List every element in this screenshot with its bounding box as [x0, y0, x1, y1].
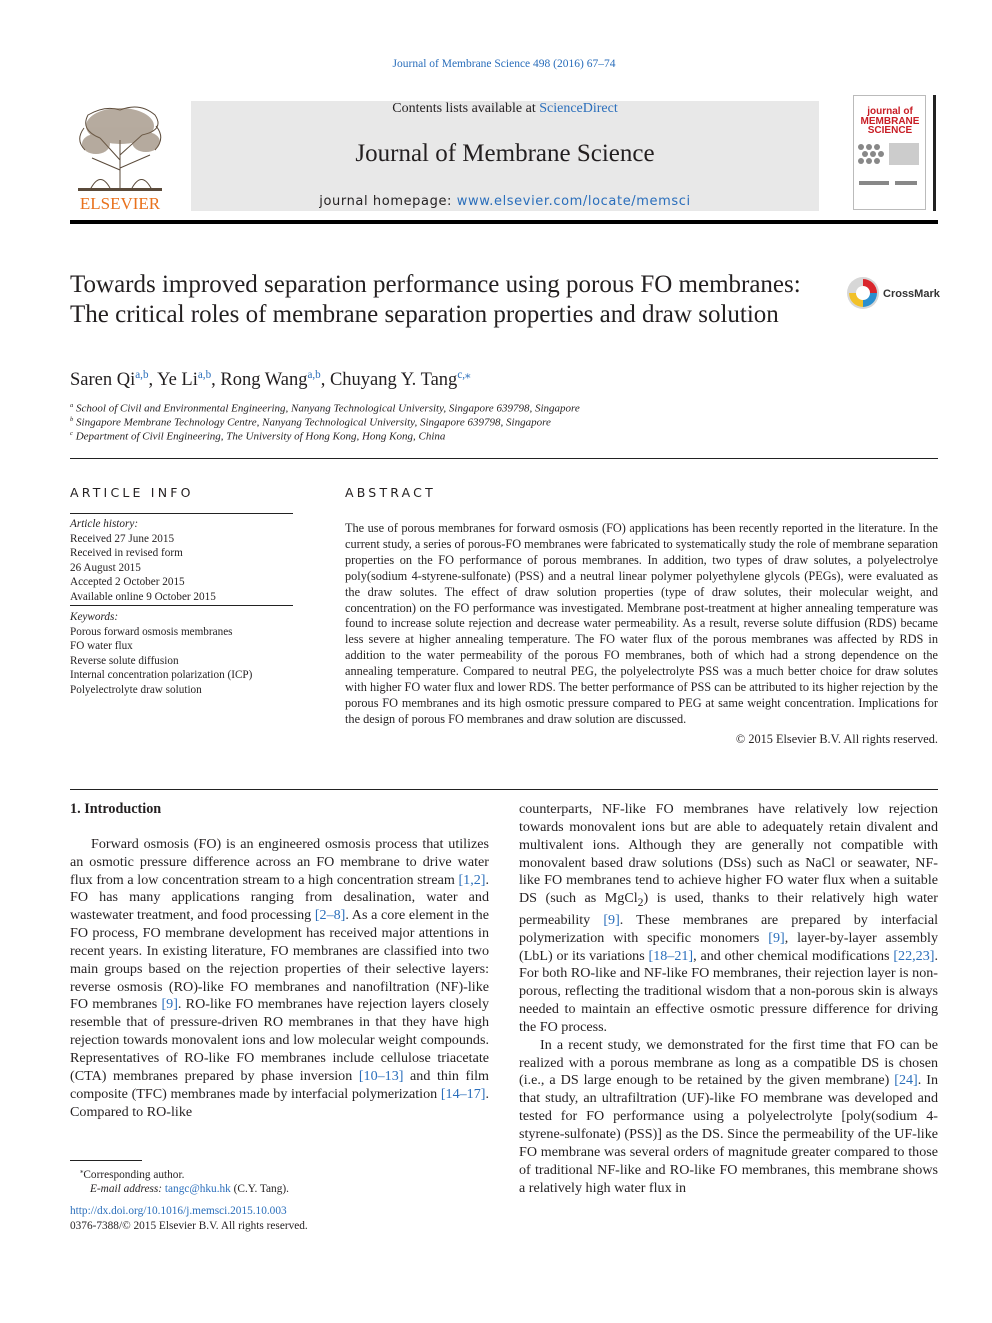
journal-citation[interactable]: Journal of Membrane Science 498 (2016) 67–74 — [392, 58, 616, 70]
citation-link[interactable]: [9] — [768, 929, 785, 946]
email-link[interactable]: tangc@hku.hk — [164, 1183, 231, 1196]
author-affiliation-mark[interactable]: a,b — [197, 369, 212, 381]
author-affiliation-mark[interactable]: c,⁎ — [457, 369, 471, 381]
homepage-link[interactable]: www.elsevier.com/locate/memsci — [456, 194, 691, 209]
author-list — [70, 368, 471, 391]
author-separator: , — [148, 370, 158, 391]
keywords-label: Keywords: — [70, 611, 119, 623]
contents-line — [191, 101, 819, 117]
affiliation — [70, 416, 551, 429]
affiliation — [70, 402, 580, 415]
citation-link[interactable]: [2–8] — [314, 907, 346, 924]
contents-prefix: Contents lists available at — [392, 101, 540, 116]
divider — [70, 513, 293, 514]
citation-link[interactable]: [9] — [161, 996, 178, 1013]
section-heading: 1. Introduction — [70, 801, 162, 817]
author-separator: , — [211, 370, 221, 391]
citation-link[interactable]: [9] — [603, 911, 620, 928]
footnotes — [70, 1160, 490, 1233]
journal-title: Journal of Membrane Science — [355, 140, 655, 167]
sciencedirect-link[interactable]: ScienceDirect — [539, 101, 618, 116]
intro-paragraph: Forward osmosis (FO) is an engineered osmosis process that utilizes an osmotic pressure difference across an FO membrane to drive water flux from a low concentration stream to a high concentration stream [1,2]. FO has many applications ranging from desalination, water and wastewater treatment, and food processing [2–8]. As a core element in the FO process, FO membrane development has received major attentions in recent years. In existing literature, FO membranes are classified into two main groups based on the rejection properties of their selective layers: reverse osmosis (RO)-like FO membranes and nanofiltration (NF)-like FO membranes [9]. RO-like FO membranes have rejection layers closely resemble that of pressure-driven RO membranes in that they have high rejection towards monovalent ions and low molecular weight compounds. Representatives of RO-like FO membranes include cellulose triacetate (CTA) membranes prepared by phase inversion [10–13] and thin film composite (TFC) membranes made by interfacial polymerization [14–17]. Compared to RO-like — [70, 835, 489, 1120]
abstract — [345, 485, 938, 747]
citation-link[interactable]: [22,23] — [893, 947, 935, 964]
history-item: 26 August 2015 — [70, 561, 141, 574]
author-affiliation-mark[interactable]: a,b — [307, 369, 321, 381]
abstract-text: The use of porous membranes for forward osmosis (FO) applications has been recently reported in the literature. In the current study, a series of porous-FO membranes were fabricated to systematically study the role of membrane separation properties on the FO performance of porous membranes. In addition, two types of draw solutes, a polyelectrolye poly(sodium 4-styrene-sulfonate) (PSS) and a neutral linear polymer polyethylene glycols (PEGs), were evaluated as the draw solutes. The effect of draw solution properties (type of draw solutes, their molecular weight, and concentration) on the FO performance was investigated. Membrane post-treatment at higher annealing temperature was found to increase solute rejection and decrease water permeability. As a result, reverse solute diffusion (RDS) became less severe at higher annealing temperature. The FO water flux of the porous membranes was affected by RDS in addition to the water permeability of the porous FO membranes, both of which had a strong dependence on the annealing temperature. Compared to neutral PEG, the polyelectrolyte PSS was a much better choice for draw solutes with higher FO water flux and lower RDS. The better performance of PSS can be attributed to its higher rejection by the porous FO membranes and its high osmotic pressure compared to PEG at same weight concentration. Implications for the design of porous FO membranes and draw solution are discussed. — [345, 521, 939, 726]
article-history — [70, 517, 293, 604]
citation-link[interactable]: [14–17] — [440, 1085, 486, 1102]
author-name[interactable]: Saren Qi — [70, 370, 136, 391]
issn-line: 0376-7388/© 2015 Elsevier B.V. All rights reserved. — [70, 1219, 308, 1232]
affiliation-text: Department of Civil Engineering, The University of Hong Kong, Hong Kong, China — [75, 430, 446, 443]
affiliation-mark: a — [70, 402, 74, 409]
history-item: Accepted 2 October 2015 — [70, 576, 185, 588]
author-name[interactable]: Ye Li — [157, 370, 198, 391]
subscript: 2 — [637, 896, 644, 910]
keyword: FO water flux — [70, 640, 133, 652]
divider — [70, 458, 938, 459]
corresponding-author-note: ⁎Corresponding author. — [80, 1168, 185, 1181]
author-separator: , — [320, 370, 330, 391]
affiliation-text: Singapore Membrane Technology Centre, Nanyang Technological University, Singapore 639798, Singapore — [76, 416, 551, 429]
article-info — [70, 485, 293, 697]
affiliation-mark: b — [70, 416, 74, 423]
keyword: Porous forward osmosis membranes — [70, 625, 233, 638]
body-column-left — [70, 801, 489, 1121]
keywords — [70, 610, 293, 697]
history-item: Available online 9 October 2015 — [70, 590, 216, 603]
divider — [70, 605, 293, 606]
abstract-heading: ABSTRACT — [345, 485, 436, 500]
journal-masthead — [191, 101, 819, 211]
affiliation-mark: c — [70, 430, 73, 437]
homepage-line — [191, 194, 819, 209]
history-label: Article history: — [70, 518, 139, 530]
citation-link[interactable]: [1,2] — [458, 871, 486, 888]
article-title: Towards improved separation performance using porous FO membranes: The critical roles of membrane separation properties and draw solution — [70, 271, 801, 328]
citation-link[interactable]: [24] — [894, 1072, 918, 1089]
cover-journal-title: journal of MEMBRANE SCIENCE — [860, 106, 920, 136]
body-column-right — [519, 801, 938, 1197]
svg-text:ELSEVIER: ELSEVIER — [79, 194, 161, 212]
abstract-copyright: © 2015 Elsevier B.V. All rights reserved. — [735, 731, 938, 746]
author-name[interactable]: Chuyang Y. Tang — [329, 370, 458, 391]
history-item: Received in revised form — [70, 547, 183, 559]
keyword: Reverse solute diffusion — [70, 654, 179, 667]
keyword: Polyelectrolyte draw solution — [70, 683, 202, 696]
header-rule — [70, 220, 938, 224]
intro-paragraph: counterparts, NF-like FO membranes have relatively low rejection towards monovalent ions but are able to adequately retain divalent and multivalent ions. Although they are generally not compatible with monovalent based draw solutions (DSs) such as NaCl or seawater, NF-like FO membranes tend to achieve higher FO water flux when a suitable DS (such as MgCl$_2$) is used, thanks to their relatively high water permeability [9]. These membranes are prepared by interfacial polymerization with specific monomers [9], layer-by-layer assembly (LbL) or its variations [18–21], and other chemical modifications [22,23]. For both RO-like and NF-like FO membranes, their rejection layer is non-porous, reflecting the traditional wisdom that a non-porous skin is always needed to maintain an effective osmotic pressure difference for driving the FO process. — [519, 801, 939, 1035]
article-info-heading: ARTICLE INFO — [70, 485, 194, 500]
author-name[interactable]: Rong Wang — [220, 370, 308, 391]
email-note: E-mail address: tangc@hku.hk (C.Y. Tang). — [90, 1183, 289, 1196]
crossmark-badge[interactable] — [845, 275, 945, 311]
doi-link[interactable]: http://dx.doi.org/10.1016/j.memsci.2015.10.003 — [70, 1205, 287, 1218]
citation-link[interactable]: [18–21] — [648, 947, 694, 964]
citation-link[interactable]: [10–13] — [358, 1067, 404, 1084]
keyword: Internal concentration polarization (ICP) — [70, 669, 253, 681]
intro-paragraph: In a recent study, we demonstrated for the first time that FO can be realized with a porous membrane as long as a compatible DS is chosen (i.e., a DS large enough to be retained by the given membrane) [24]. In that study, an ultrafiltration (UF)-like FO membrane was developed and tested for FO performance using a polyelectrolyte [poly(sodium 4-styrene-sulfonate) (PSS)] as the DS. Since the permeability of the UF-like FO membrane was several orders of magnitude greater compared to those of traditional NF-like and RO-like FO membranes, this membrane shows a relatively high water flux in — [519, 1036, 938, 1196]
footnote-rule — [70, 1160, 142, 1161]
history-item: Received 27 June 2015 — [70, 532, 175, 545]
svg-text:CrossMark: CrossMark — [883, 288, 940, 300]
elsevier-logo — [70, 100, 170, 212]
author-affiliation-mark[interactable]: a,b — [135, 369, 149, 381]
affiliation-text: School of Civil and Environmental Engineering, Nanyang Technological University, Singapore 639798, Singapore — [76, 402, 580, 415]
homepage-prefix: journal homepage: — [319, 194, 457, 209]
divider — [70, 789, 938, 790]
affiliation — [70, 430, 445, 443]
